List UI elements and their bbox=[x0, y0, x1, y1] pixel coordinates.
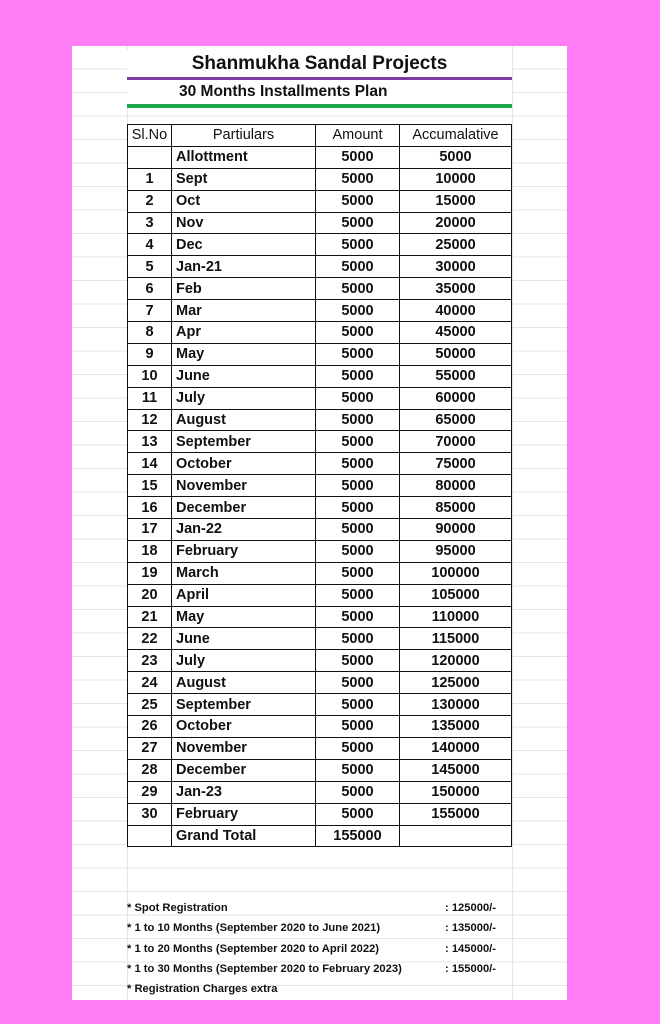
table-row bbox=[128, 212, 512, 234]
row-cumulative: 15000 bbox=[400, 190, 512, 212]
row-sl-no: 17 bbox=[128, 519, 172, 541]
row-amount: 5000 bbox=[316, 234, 400, 256]
table-row bbox=[128, 431, 512, 453]
note-text: * 1 to 30 Months (September 2020 to February 2023) bbox=[127, 962, 402, 975]
row-amount: 5000 bbox=[316, 431, 400, 453]
row-particular: February bbox=[172, 803, 316, 825]
row-particular: September bbox=[172, 694, 316, 716]
note-line bbox=[127, 959, 517, 979]
row-sl-no bbox=[128, 146, 172, 168]
row-particular: February bbox=[172, 540, 316, 562]
note-value: : 125000/- bbox=[445, 902, 496, 914]
row-particular: May bbox=[172, 606, 316, 628]
row-amount: 5000 bbox=[316, 694, 400, 716]
row-cumulative: 10000 bbox=[400, 168, 512, 190]
note-text: * 1 to 20 Months (September 2020 to April 2022) bbox=[127, 942, 379, 955]
header-particulars: Partiulars bbox=[172, 125, 316, 147]
row-particular: May bbox=[172, 343, 316, 365]
row-cumulative: 140000 bbox=[400, 737, 512, 759]
row-sl-no: 24 bbox=[128, 672, 172, 694]
row-cumulative: 150000 bbox=[400, 781, 512, 803]
row-sl-no: 27 bbox=[128, 737, 172, 759]
row-particular: Apr bbox=[172, 322, 316, 344]
table-row bbox=[128, 628, 512, 650]
row-cumulative: 70000 bbox=[400, 431, 512, 453]
row-cumulative: 40000 bbox=[400, 300, 512, 322]
row-sl-no: 30 bbox=[128, 803, 172, 825]
note-text: * 1 to 10 Months (September 2020 to June 2021) bbox=[127, 922, 381, 935]
row-particular: Allottment bbox=[172, 146, 316, 168]
row-amount: 5000 bbox=[316, 737, 400, 759]
page-subtitle: 30 Months Installments Plan bbox=[127, 80, 512, 104]
table-row bbox=[128, 234, 512, 256]
row-particular: October bbox=[172, 716, 316, 738]
row-cumulative: 95000 bbox=[400, 540, 512, 562]
row-sl-no: 10 bbox=[128, 365, 172, 387]
table-row bbox=[128, 409, 512, 431]
table-row bbox=[128, 497, 512, 519]
row-particular: Nov bbox=[172, 212, 316, 234]
row-sl-no: 5 bbox=[128, 256, 172, 278]
table-row bbox=[128, 584, 512, 606]
row-particular: Jan-23 bbox=[172, 781, 316, 803]
table-row bbox=[128, 343, 512, 365]
row-amount: 5000 bbox=[316, 146, 400, 168]
row-sl-no: 3 bbox=[128, 212, 172, 234]
row-amount: 5000 bbox=[316, 322, 400, 344]
page-title: Shanmukha Sandal Projects bbox=[127, 50, 512, 78]
row-particular: Jan-21 bbox=[172, 256, 316, 278]
row-cumulative: 30000 bbox=[400, 256, 512, 278]
row-particular: June bbox=[172, 628, 316, 650]
table-row bbox=[128, 300, 512, 322]
row-cumulative: 155000 bbox=[400, 803, 512, 825]
row-amount: 5000 bbox=[316, 562, 400, 584]
table-row bbox=[128, 562, 512, 584]
row-particular: August bbox=[172, 672, 316, 694]
row-sl-no: 4 bbox=[128, 234, 172, 256]
row-amount: 5000 bbox=[316, 716, 400, 738]
row-sl-no: 19 bbox=[128, 562, 172, 584]
payment-notes bbox=[127, 898, 517, 999]
row-particular: September bbox=[172, 431, 316, 453]
row-particular: Jan-22 bbox=[172, 519, 316, 541]
row-particular: November bbox=[172, 475, 316, 497]
row-sl-no: 23 bbox=[128, 650, 172, 672]
table-row bbox=[128, 781, 512, 803]
row-amount: 5000 bbox=[316, 256, 400, 278]
row-sl-no: 6 bbox=[128, 278, 172, 300]
table-row bbox=[128, 190, 512, 212]
note-value: : 145000/- bbox=[445, 942, 496, 955]
row-cumulative: 75000 bbox=[400, 453, 512, 475]
row-sl-no: 16 bbox=[128, 497, 172, 519]
table-row bbox=[128, 146, 512, 168]
row-particular: Mar bbox=[172, 300, 316, 322]
row-particular: April bbox=[172, 584, 316, 606]
row-cumulative: 120000 bbox=[400, 650, 512, 672]
row-amount: 5000 bbox=[316, 278, 400, 300]
row-cumulative: 125000 bbox=[400, 672, 512, 694]
table-row bbox=[128, 519, 512, 541]
row-cumulative: 115000 bbox=[400, 628, 512, 650]
row-sl-no: 29 bbox=[128, 781, 172, 803]
row-particular: November bbox=[172, 737, 316, 759]
installments-table bbox=[127, 124, 512, 847]
row-cumulative: 35000 bbox=[400, 278, 512, 300]
note-text: * Spot Registration bbox=[127, 902, 228, 914]
row-sl-no: 2 bbox=[128, 190, 172, 212]
table-row bbox=[128, 759, 512, 781]
row-amount: 5000 bbox=[316, 759, 400, 781]
row-sl-no: 18 bbox=[128, 540, 172, 562]
grand-total-label: Grand Total bbox=[172, 825, 316, 847]
row-amount: 5000 bbox=[316, 497, 400, 519]
grand-total-amount: 155000 bbox=[316, 825, 400, 847]
subtitle-underline bbox=[127, 104, 512, 108]
row-particular: Oct bbox=[172, 190, 316, 212]
row-cumulative: 100000 bbox=[400, 562, 512, 584]
row-amount: 5000 bbox=[316, 212, 400, 234]
row-sl-no: 25 bbox=[128, 694, 172, 716]
row-cumulative: 85000 bbox=[400, 497, 512, 519]
note-line bbox=[127, 979, 517, 999]
table-row bbox=[128, 322, 512, 344]
row-sl-no: 20 bbox=[128, 584, 172, 606]
table-row bbox=[128, 453, 512, 475]
row-particular: June bbox=[172, 365, 316, 387]
table-header-row bbox=[128, 125, 512, 147]
table-row bbox=[128, 540, 512, 562]
row-sl-no: 22 bbox=[128, 628, 172, 650]
header-sl-no: Sl.No bbox=[128, 125, 172, 147]
table-row bbox=[128, 716, 512, 738]
row-cumulative: 110000 bbox=[400, 606, 512, 628]
row-amount: 5000 bbox=[316, 584, 400, 606]
row-sl-no: 7 bbox=[128, 300, 172, 322]
row-sl-no: 8 bbox=[128, 322, 172, 344]
row-amount: 5000 bbox=[316, 606, 400, 628]
grand-total-sl bbox=[128, 825, 172, 847]
row-amount: 5000 bbox=[316, 475, 400, 497]
row-amount: 5000 bbox=[316, 519, 400, 541]
table-row bbox=[128, 737, 512, 759]
row-particular: July bbox=[172, 650, 316, 672]
row-amount: 5000 bbox=[316, 781, 400, 803]
row-sl-no: 28 bbox=[128, 759, 172, 781]
note-value: : 135000/- bbox=[445, 922, 496, 935]
row-amount: 5000 bbox=[316, 540, 400, 562]
row-amount: 5000 bbox=[316, 365, 400, 387]
row-amount: 5000 bbox=[316, 190, 400, 212]
row-cumulative: 60000 bbox=[400, 387, 512, 409]
row-cumulative: 50000 bbox=[400, 343, 512, 365]
table-row bbox=[128, 387, 512, 409]
header-amount: Amount bbox=[316, 125, 400, 147]
row-particular: August bbox=[172, 409, 316, 431]
row-cumulative: 130000 bbox=[400, 694, 512, 716]
row-sl-no: 15 bbox=[128, 475, 172, 497]
row-cumulative: 105000 bbox=[400, 584, 512, 606]
note-line bbox=[127, 939, 517, 959]
table-row bbox=[128, 278, 512, 300]
table-row bbox=[128, 672, 512, 694]
row-amount: 5000 bbox=[316, 650, 400, 672]
row-particular: March bbox=[172, 562, 316, 584]
row-amount: 5000 bbox=[316, 453, 400, 475]
table-row bbox=[128, 168, 512, 190]
row-amount: 5000 bbox=[316, 343, 400, 365]
row-cumulative: 55000 bbox=[400, 365, 512, 387]
table-row bbox=[128, 365, 512, 387]
note-text: * Registration Charges extra bbox=[127, 983, 278, 996]
row-cumulative: 65000 bbox=[400, 409, 512, 431]
row-particular: July bbox=[172, 387, 316, 409]
table-row bbox=[128, 475, 512, 497]
row-sl-no: 26 bbox=[128, 716, 172, 738]
row-cumulative: 5000 bbox=[400, 146, 512, 168]
table-body bbox=[128, 146, 512, 825]
row-particular: Feb bbox=[172, 278, 316, 300]
row-sl-no: 21 bbox=[128, 606, 172, 628]
row-amount: 5000 bbox=[316, 409, 400, 431]
row-amount: 5000 bbox=[316, 628, 400, 650]
grand-total-row bbox=[128, 825, 512, 847]
note-line bbox=[127, 918, 517, 938]
row-cumulative: 20000 bbox=[400, 212, 512, 234]
row-cumulative: 80000 bbox=[400, 475, 512, 497]
table-row bbox=[128, 694, 512, 716]
row-sl-no: 9 bbox=[128, 343, 172, 365]
header-accumulative: Accumalative bbox=[400, 125, 512, 147]
table-row bbox=[128, 256, 512, 278]
table-row bbox=[128, 606, 512, 628]
row-amount: 5000 bbox=[316, 168, 400, 190]
note-line bbox=[127, 898, 517, 918]
row-particular: Dec bbox=[172, 234, 316, 256]
row-cumulative: 135000 bbox=[400, 716, 512, 738]
row-amount: 5000 bbox=[316, 803, 400, 825]
row-particular: December bbox=[172, 497, 316, 519]
table-row bbox=[128, 650, 512, 672]
row-sl-no: 12 bbox=[128, 409, 172, 431]
row-particular: October bbox=[172, 453, 316, 475]
row-amount: 5000 bbox=[316, 300, 400, 322]
grid-column-line bbox=[512, 46, 513, 1000]
note-value: : 155000/- bbox=[445, 962, 496, 975]
row-cumulative: 45000 bbox=[400, 322, 512, 344]
grand-total-accumulative bbox=[400, 825, 512, 847]
row-sl-no: 11 bbox=[128, 387, 172, 409]
row-sl-no: 1 bbox=[128, 168, 172, 190]
row-cumulative: 145000 bbox=[400, 759, 512, 781]
spreadsheet-sheet bbox=[72, 46, 567, 1000]
row-sl-no: 13 bbox=[128, 431, 172, 453]
row-sl-no: 14 bbox=[128, 453, 172, 475]
row-cumulative: 25000 bbox=[400, 234, 512, 256]
row-amount: 5000 bbox=[316, 672, 400, 694]
row-particular: Sept bbox=[172, 168, 316, 190]
row-amount: 5000 bbox=[316, 387, 400, 409]
row-particular: December bbox=[172, 759, 316, 781]
row-cumulative: 90000 bbox=[400, 519, 512, 541]
table-row bbox=[128, 803, 512, 825]
